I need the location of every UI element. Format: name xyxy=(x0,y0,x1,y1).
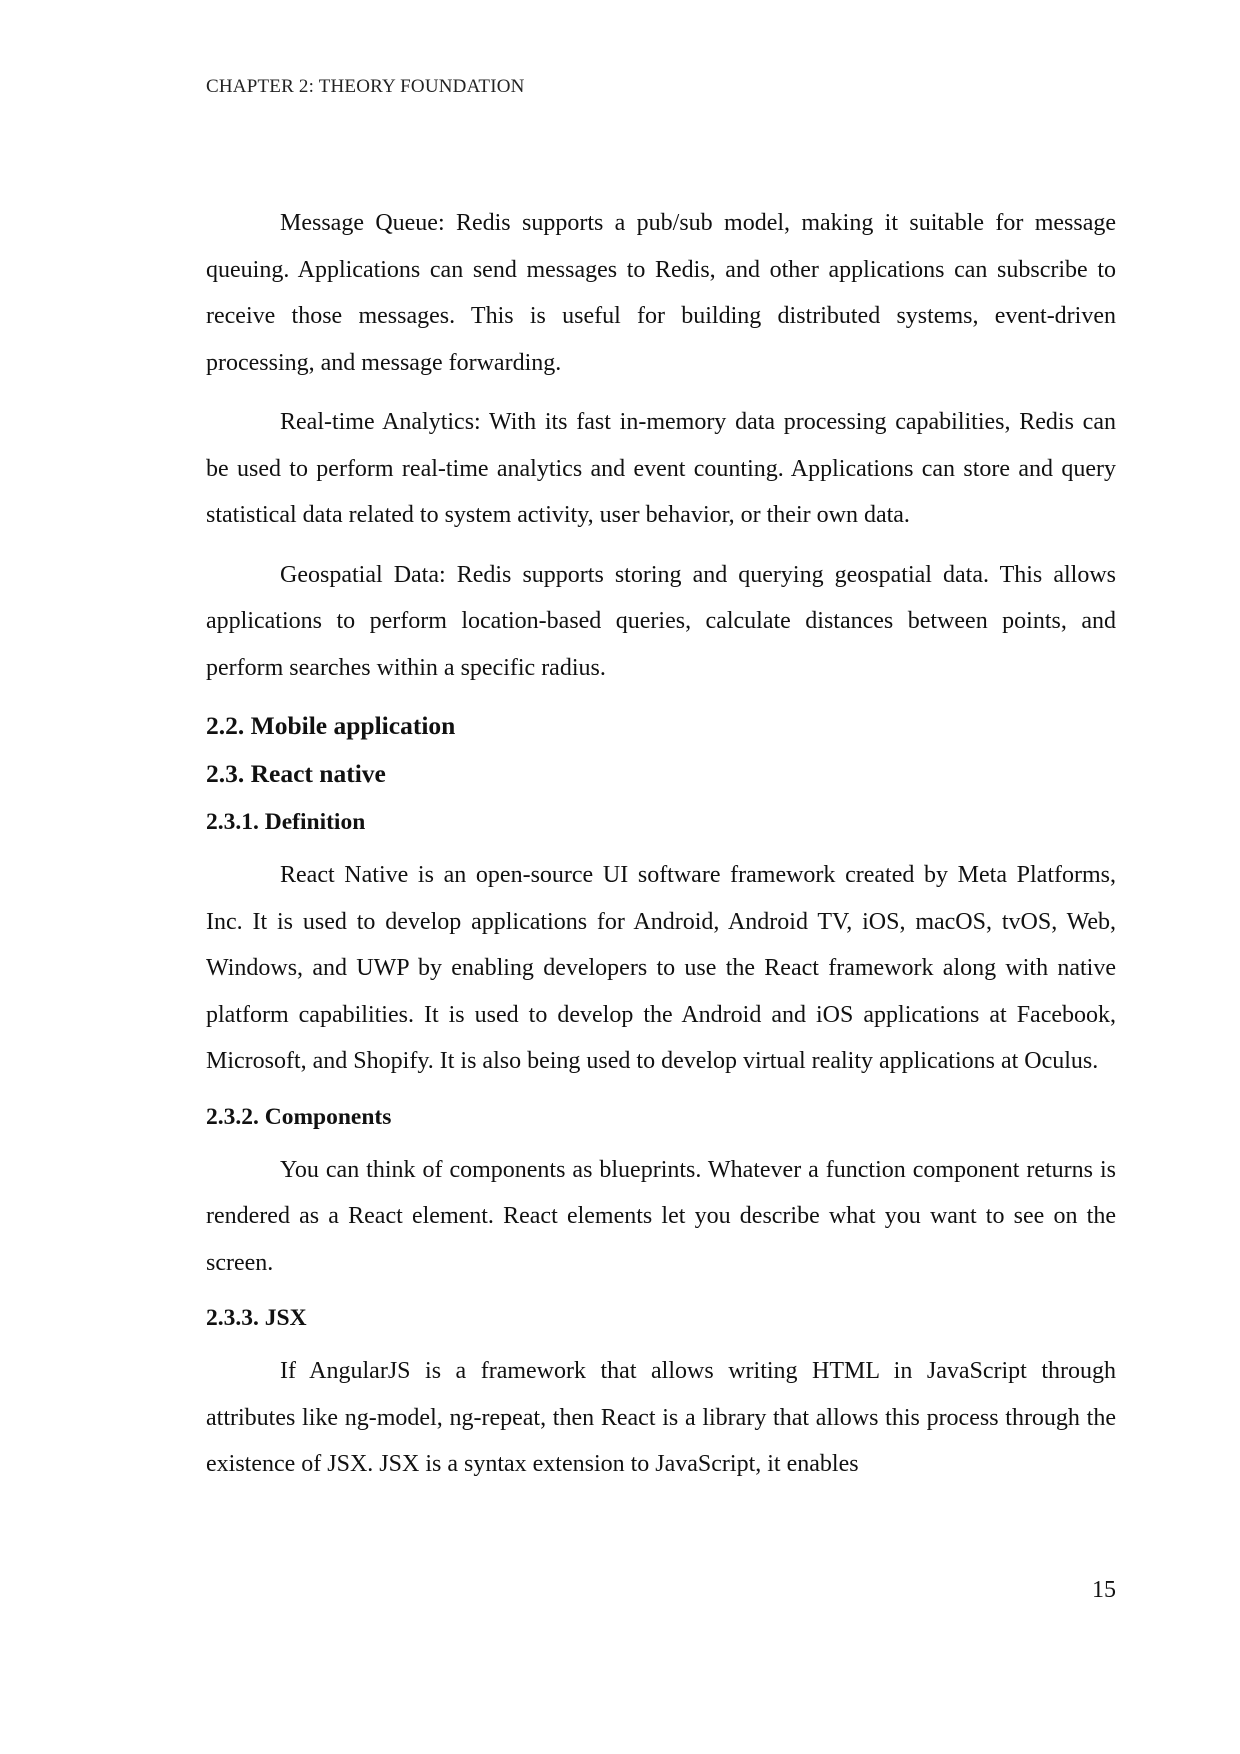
paragraph-definition: React Native is an open-source UI software framework created by Meta Platforms, Inc. It is used to develop applications for Android, Android TV, iOS, macOS, tvOS, Web, Windows, and UWP by enabling developers to use the React framework along with native platform capabilities. It is used to develop the Android and iOS applications at Facebook, Microsoft, and Shopify. It is also being used to develop virtual reality applications at Oculus. xyxy=(206,862,1116,1074)
heading-definition: 2.3.1. Definition xyxy=(206,809,366,835)
heading-mobile-application: 2.2. Mobile application xyxy=(206,711,456,740)
paragraph-components: You can think of components as blueprints. Whatever a function component returns is rendered as a React element. React elements let you describe what you want to see on the screen. xyxy=(206,1156,1116,1276)
paragraph-realtime-analytics: Real-time Analytics: With its fast in-memory data processing capabilities, Redis can be used to perform real-time analytics and event counting. Applications can store and query statistical data related to system activity, user behavior, or their own data. xyxy=(206,409,1116,528)
heading-components: 2.3.2. Components xyxy=(206,1103,392,1130)
body-text xyxy=(206,200,1116,1488)
page-number: 15 xyxy=(1092,1577,1116,1603)
paragraph-jsx: If AngularJS is a framework that allows writing HTML in JavaScript through attributes like ng-model, ng-repeat, then React is a library that allows this process through the existence of JSX. JSX is a syntax extension to JavaScript, it enables xyxy=(206,1358,1116,1477)
heading-react-native: 2.3. React native xyxy=(206,759,386,788)
heading-jsx: 2.3.3. JSX xyxy=(206,1305,307,1331)
paragraph-geospatial-data: Geospatial Data: Redis supports storing and querying geospatial data. This allows applications to perform location-based queries, calculate distances between points, and perform searches within a specific radius. xyxy=(206,561,1116,681)
paragraph-message-queue: Message Queue: Redis supports a pub/sub model, making it suitable for message queuing. Applications can send messages to Redis, and other applications can subscribe to receive those messages. This is useful for building distributed systems, event-driven processing, and message forwarding. xyxy=(206,210,1116,376)
running-header: CHAPTER 2: THEORY FOUNDATION xyxy=(206,76,525,97)
